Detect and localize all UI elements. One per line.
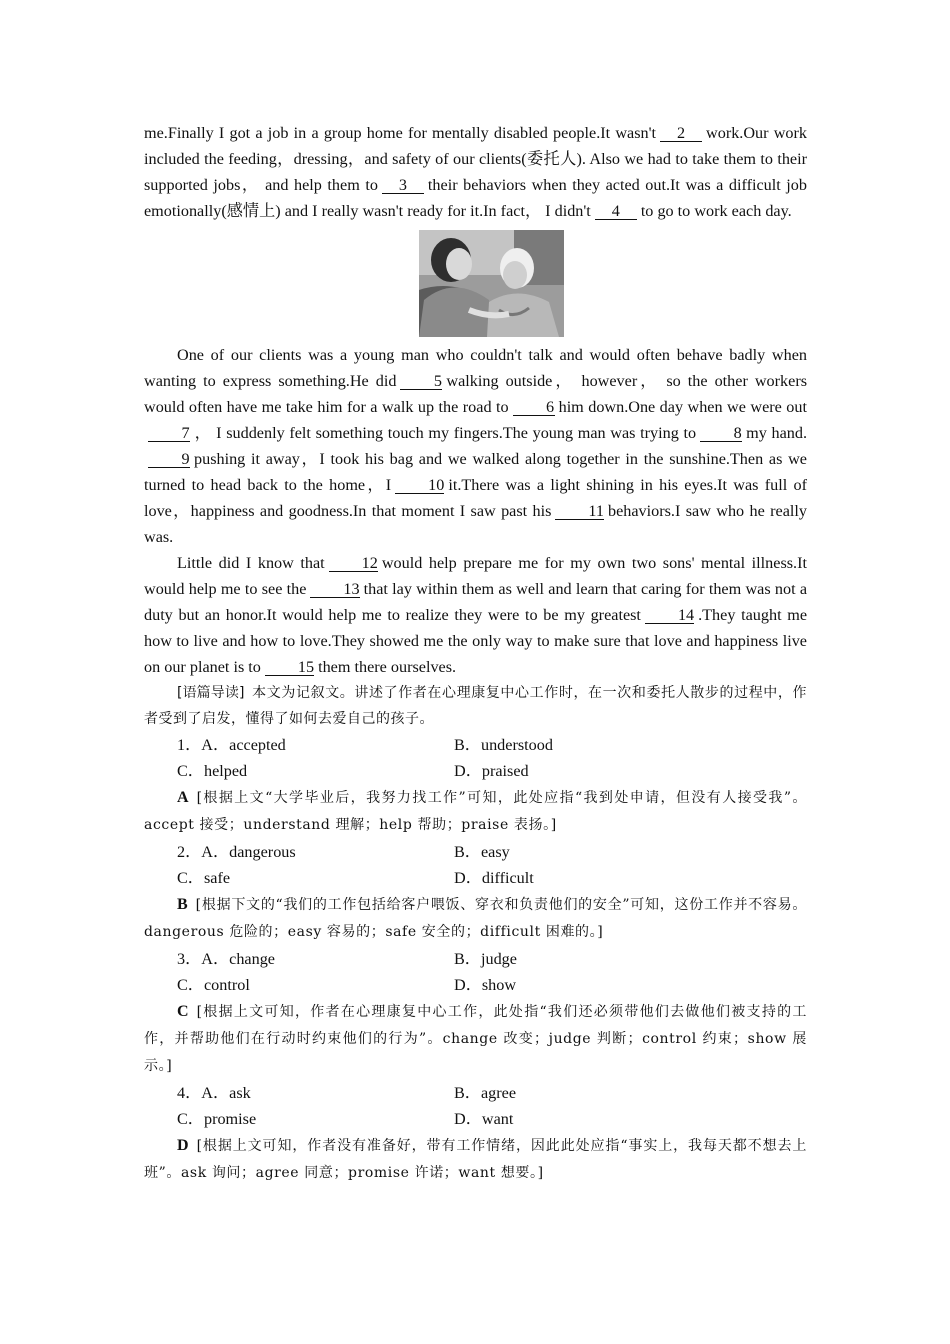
blank-6: 6	[513, 399, 555, 416]
option-4d: D．want	[454, 1110, 514, 1128]
blank-10: 10	[395, 477, 444, 494]
blank-14: 14	[645, 607, 694, 624]
question-3	[144, 946, 807, 1080]
reading-guide	[144, 680, 807, 732]
illustration-photo	[419, 230, 564, 337]
explanation-2: B [根据下文的“我们的工作包括给客户喂饭、穿衣和负责他们的安全”可知，这份工作并不容易。dangerous 危险的；easy 容易的；safe 安全的；difficult 困难的。]	[144, 896, 807, 940]
answer-2: B	[177, 896, 188, 913]
question-4	[144, 1080, 807, 1187]
option-3a: 3．A．change	[177, 950, 275, 968]
answer-4: D	[177, 1137, 189, 1154]
photo-container	[144, 224, 807, 342]
option-1a: 1．A．accepted	[177, 736, 286, 754]
option-3c: C．control	[177, 976, 250, 994]
blank-5: 5	[400, 373, 442, 390]
reading-guide-text: 本文为记叙文。讲述了作者在心理康复中心工作时，在一次和委托人散步的过程中，作者受到了启发，懂得了如何去爱自己的孩子。	[144, 685, 808, 727]
blank-7: 7	[148, 425, 190, 442]
option-4c: C．promise	[177, 1110, 257, 1128]
document-page	[144, 120, 807, 1187]
option-1d: D．praised	[454, 762, 529, 780]
answer-1: A	[177, 789, 189, 806]
option-2d: D．difficult	[454, 869, 534, 887]
question-1	[144, 732, 807, 839]
blank-2: 2	[660, 125, 702, 142]
passage-paragraph-3: Little did I know that 12 would help prepare me for my own two sons' mental illness.It would help me to see the 13 that lay within them as well and learn that caring for them was not a duty but an honor.It would help me to realize they were to be my greatest 14 .They taught me how to live and how to love.They showed me the only way to make sure that love and happiness live on our planet is to 15 them there ourselves.	[144, 554, 808, 676]
explanation-3: C [根据上文可知，作者在心理康复中心工作，此处指“我们还必须带他们去做他们被支持的工作，并帮助他们在行动时约束他们的行为”。change 改变；judge 判断；control 约束；show 展示。]	[144, 1003, 807, 1074]
option-2c: C．safe	[177, 869, 231, 887]
blank-8: 8	[700, 425, 742, 442]
option-3b: B．judge	[454, 950, 517, 968]
explanation-4: D [根据上文可知，作者没有准备好，带有工作情绪，因此此处应指“事实上，我每天都不想去上班”。ask 询问；agree 同意；promise 许诺；want 想要。]	[144, 1137, 807, 1181]
option-4b: B．agree	[454, 1084, 517, 1102]
answer-3: C	[177, 1003, 189, 1020]
option-4a: 4．A．ask	[177, 1084, 251, 1102]
option-2a: 2．A．dangerous	[177, 843, 296, 861]
blank-11: 11	[555, 503, 604, 520]
blank-3: 3	[382, 177, 424, 194]
passage-paragraph-2: One of our clients was a young man who couldn't talk and would often behave badly when wanting to express something.He did 5 walking outside， however， so the other workers would often have me take him for a walk up the road to 6 him down.One day when we were out7 ， I suddenly felt something touch my fingers.The young man was trying to 8 my hand.9 pushing it away，I took his bag and we walked along together in the sunshine.Then as we turned to head back to the home，I 10 it.There was a light shining in his eyes.It was full of love，happiness and goodness.In that moment I saw past his 11 behaviors.I saw who he really was.	[144, 346, 808, 546]
reading-guide-tag: [语篇导读]	[177, 685, 245, 701]
blank-13: 13	[310, 581, 359, 598]
option-1c: C．helped	[177, 762, 248, 780]
question-2	[144, 839, 807, 946]
passage-paragraph-1: me.Finally I got a job in a group home for mentally disabled people.It wasn't 2 work.Our work included the feeding，dressing，and safety of our clients(委托人). Also we had to take them to their supported jobs， and help them to 3 their behaviors when they acted out.It was a difficult job emotionally(感情上) and I really wasn't ready for it.In fact， I didn't 4 to go to work each day.	[144, 124, 807, 220]
explanation-1: A [根据上文“大学毕业后，我努力找工作”可知，此处应指“我到处申请，但没有人接受我”。accept 接受；understand 理解；help 帮助；praise 表扬。]	[144, 789, 807, 833]
blank-12: 12	[329, 555, 378, 572]
blank-15: 15	[265, 659, 314, 676]
option-3d: D．show	[454, 976, 517, 994]
option-2b: B．easy	[454, 843, 510, 861]
blank-4: 4	[595, 203, 637, 220]
option-1b: B．understood	[454, 736, 553, 754]
blank-9: 9	[148, 451, 190, 468]
